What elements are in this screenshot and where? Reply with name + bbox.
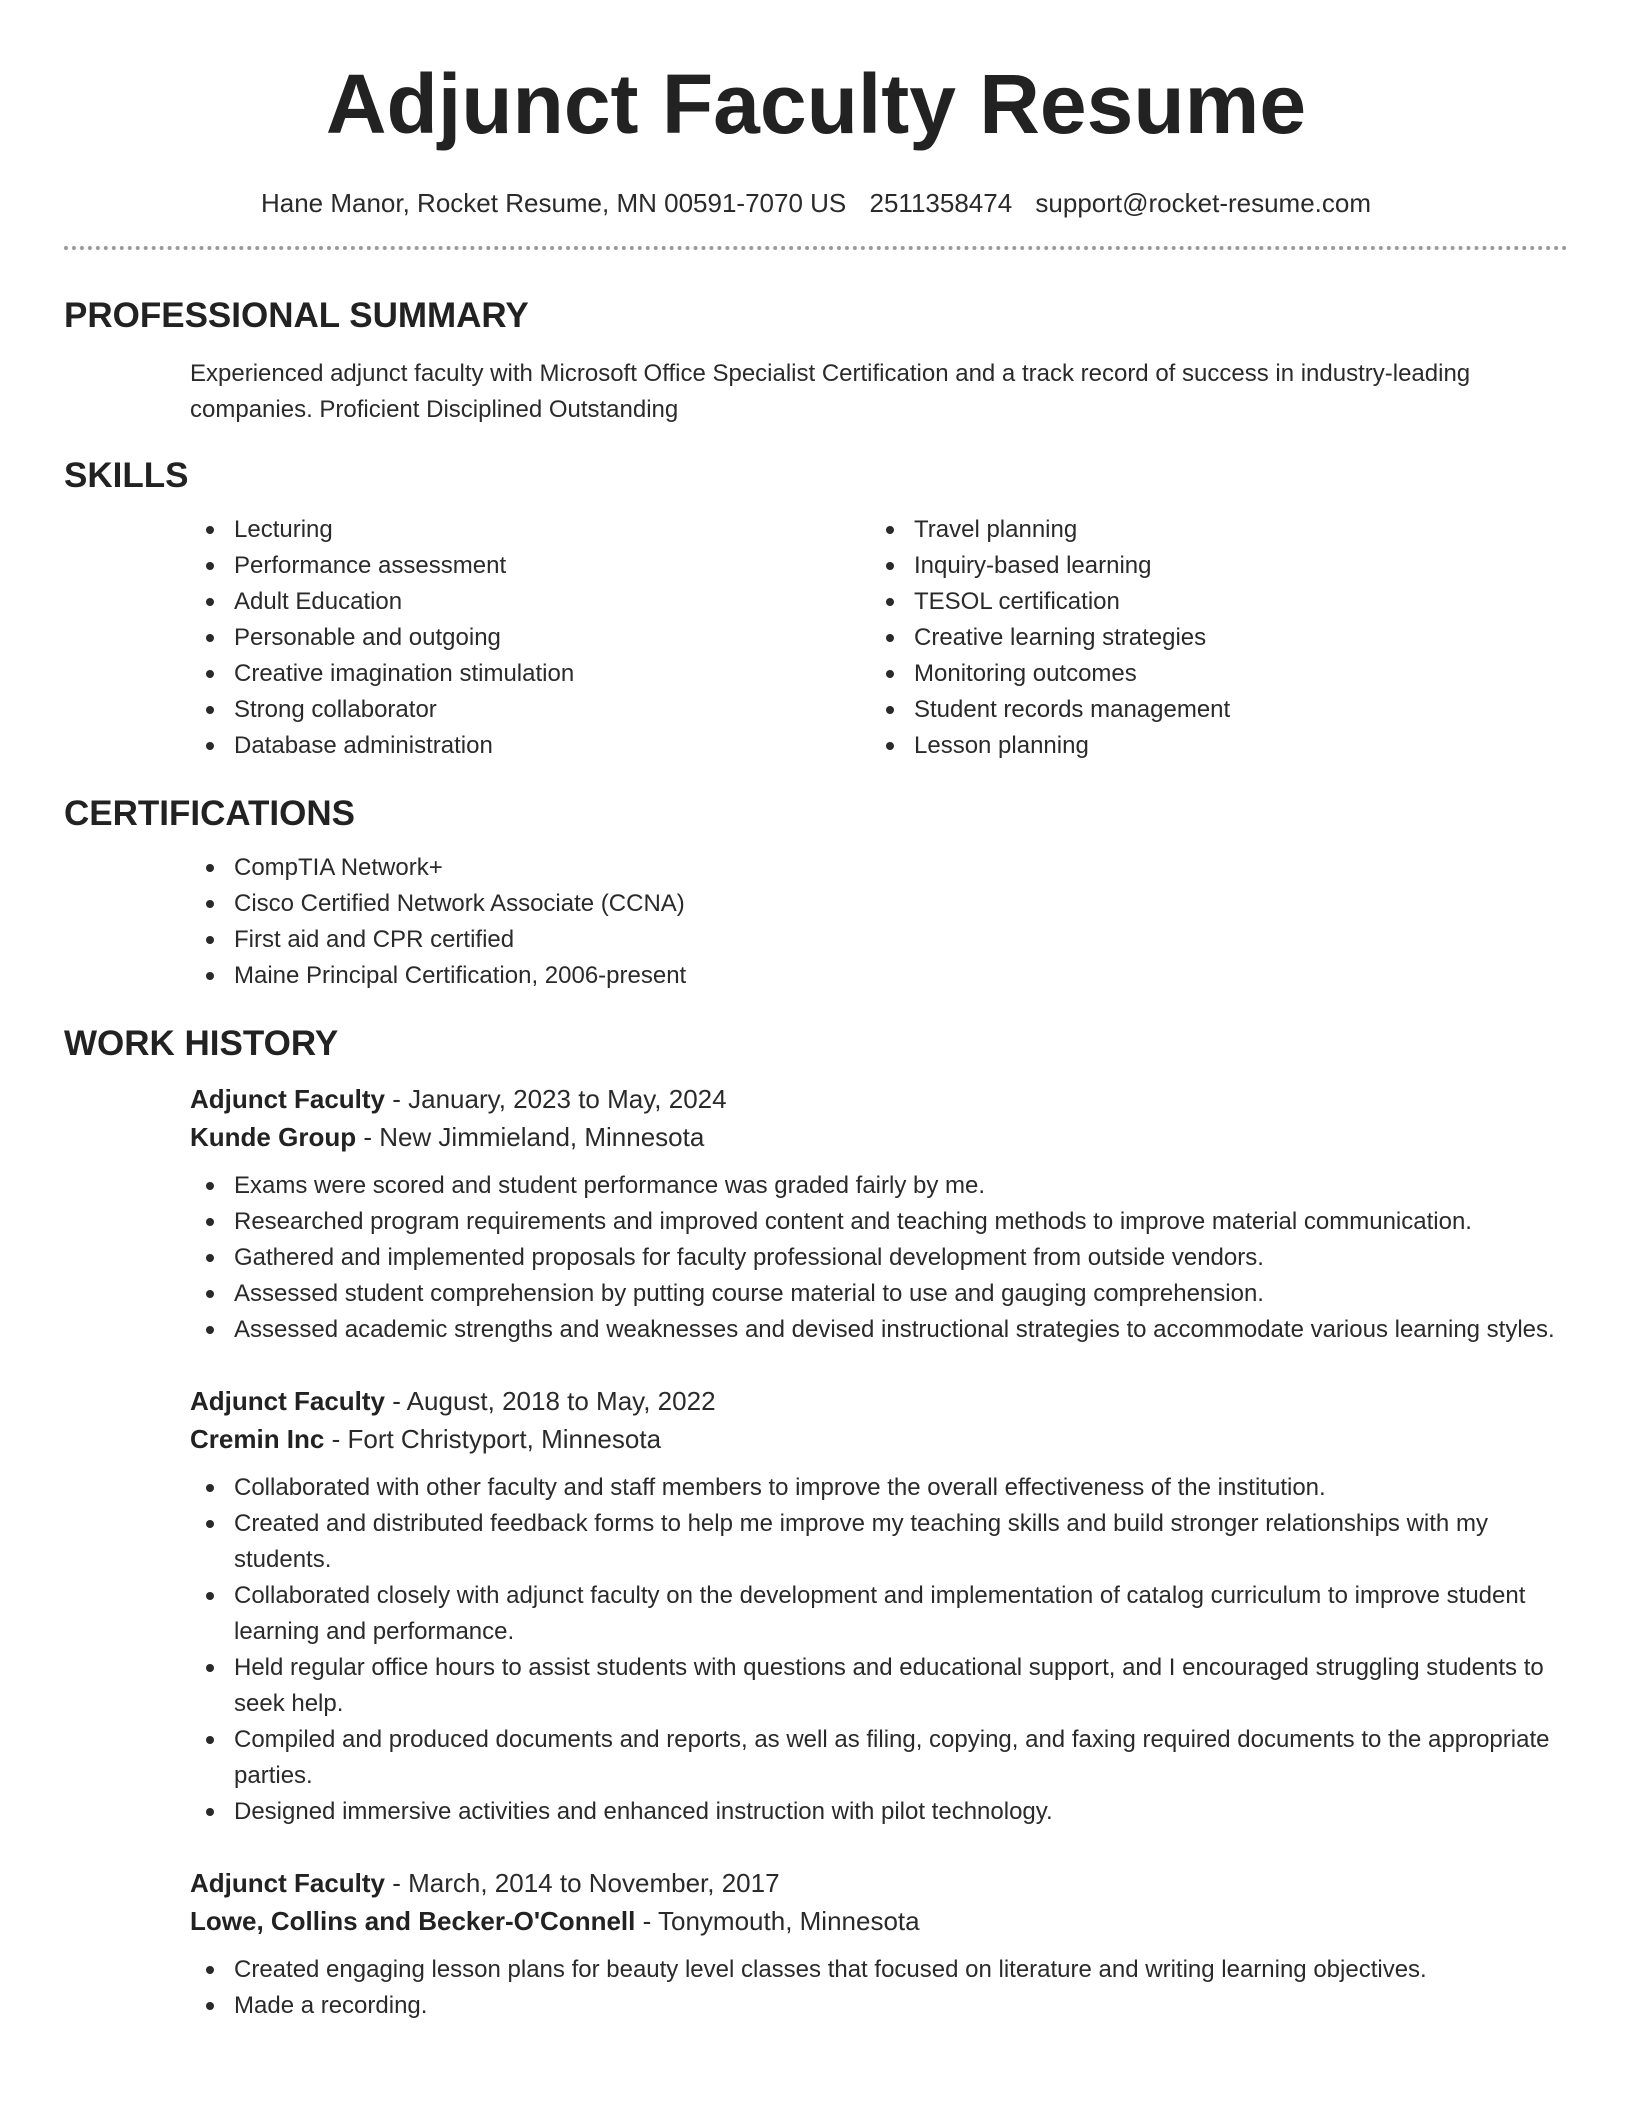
skill-item: Adult Education bbox=[190, 584, 870, 620]
contact-phone: 2511358474 bbox=[869, 188, 1013, 218]
job-title: Adjunct Faculty bbox=[190, 1868, 386, 1898]
skills-list bbox=[190, 512, 1568, 764]
job-duty-item: Gathered and implemented proposals for faculty professional development from outside vendors. bbox=[190, 1240, 1568, 1276]
skill-item: Lesson planning bbox=[870, 728, 1550, 764]
contact-line bbox=[64, 186, 1568, 220]
job-duty-item: Researched program requirements and improved content and teaching methods to improve material communication. bbox=[190, 1204, 1568, 1240]
certifications-heading: CERTIFICATIONS bbox=[64, 794, 356, 833]
job-company: Kunde Group bbox=[190, 1122, 357, 1152]
summary-text: Experienced adjunct faculty with Microsoft Office Specialist Certification and a track record of success in industry-leading companies. Proficient Disciplined Outstanding bbox=[190, 360, 1471, 423]
job-duty-item: Assessed student comprehension by putting course material to use and gauging comprehension. bbox=[190, 1276, 1568, 1312]
skill-item: Personable and outgoing bbox=[190, 620, 870, 656]
certification-item: Maine Principal Certification, 2006-present bbox=[190, 958, 1568, 994]
job-entry bbox=[190, 1382, 1568, 1830]
job-duty-item: Made a recording. bbox=[190, 1988, 1568, 2024]
job-dates: - January, 2023 to May, 2024 bbox=[385, 1084, 727, 1114]
skill-item: Creative learning strategies bbox=[870, 620, 1550, 656]
job-location: - Tonymouth, Minnesota bbox=[635, 1906, 920, 1936]
header-divider bbox=[64, 246, 1568, 250]
job-duties bbox=[190, 1470, 1568, 1830]
job-duty-item: Exams were scored and student performance was graded fairly by me. bbox=[190, 1168, 1568, 1204]
job-duties bbox=[190, 1168, 1568, 1348]
summary-heading: PROFESSIONAL SUMMARY bbox=[64, 296, 529, 335]
contact-address: Hane Manor, Rocket Resume, MN 00591-7070 US bbox=[260, 188, 847, 218]
job-duty-item: Compiled and produced documents and reports, as well as filing, copying, and faxing required documents to the appropriate parties. bbox=[190, 1722, 1568, 1794]
job-duties bbox=[190, 1952, 1568, 2024]
job-company: Lowe, Collins and Becker-O'Connell bbox=[190, 1906, 636, 1936]
skill-item: Creative imagination stimulation bbox=[190, 656, 870, 692]
certification-item: Cisco Certified Network Associate (CCNA) bbox=[190, 886, 1568, 922]
job-company: Cremin Inc bbox=[190, 1424, 325, 1454]
job-duty-item: Designed immersive activities and enhanced instruction with pilot technology. bbox=[190, 1794, 1568, 1830]
skill-item: Inquiry-based learning bbox=[870, 548, 1550, 584]
skill-item: Travel planning bbox=[870, 512, 1550, 548]
job-location: - Fort Christyport, Minnesota bbox=[324, 1424, 662, 1454]
job-title: Adjunct Faculty bbox=[190, 1084, 386, 1114]
certifications-list bbox=[190, 850, 1568, 994]
skills-column-left bbox=[190, 512, 870, 764]
contact-email: support@rocket-resume.com bbox=[1035, 188, 1372, 218]
job-dates: - August, 2018 to May, 2022 bbox=[385, 1386, 716, 1416]
resume-title: Adjunct Faculty Resume bbox=[325, 57, 1307, 151]
job-duty-item: Collaborated with other faculty and staff members to improve the overall effectiveness of the institution. bbox=[190, 1470, 1568, 1506]
skill-item: Monitoring outcomes bbox=[870, 656, 1550, 692]
job-duty-item: Created and distributed feedback forms to help me improve my teaching skills and build stronger relationships with my students. bbox=[190, 1506, 1568, 1578]
job-duty-item: Created engaging lesson plans for beauty level classes that focused on literature and writing learning objectives. bbox=[190, 1952, 1568, 1988]
job-dates: - March, 2014 to November, 2017 bbox=[385, 1868, 780, 1898]
skill-item: Database administration bbox=[190, 728, 870, 764]
job-company-line bbox=[190, 1118, 1568, 1156]
skills-column-right bbox=[870, 512, 1550, 764]
job-duty-item: Assessed academic strengths and weaknesses and devised instructional strategies to accommodate various learning styles. bbox=[190, 1312, 1568, 1348]
skill-item: Strong collaborator bbox=[190, 692, 870, 728]
job-duty-item: Held regular office hours to assist students with questions and educational support, and I encouraged struggling students to seek help. bbox=[190, 1650, 1568, 1722]
job-title-line bbox=[190, 1864, 1568, 1902]
skills-heading: SKILLS bbox=[64, 456, 189, 495]
certification-item: CompTIA Network+ bbox=[190, 850, 1568, 886]
certification-item: First aid and CPR certified bbox=[190, 922, 1568, 958]
job-duty-item: Collaborated closely with adjunct faculty on the development and implementation of catalog curriculum to improve student learning and performance. bbox=[190, 1578, 1568, 1650]
job-title: Adjunct Faculty bbox=[190, 1386, 386, 1416]
skill-item: TESOL certification bbox=[870, 584, 1550, 620]
job-entry bbox=[190, 1864, 1568, 2024]
skill-item: Performance assessment bbox=[190, 548, 870, 584]
job-title-line bbox=[190, 1080, 1568, 1118]
job-company-line bbox=[190, 1420, 1568, 1458]
job-entry bbox=[190, 1080, 1568, 1348]
skill-item: Lecturing bbox=[190, 512, 870, 548]
job-location: - New Jimmieland, Minnesota bbox=[356, 1122, 705, 1152]
work-history-heading: WORK HISTORY bbox=[64, 1024, 339, 1063]
skill-item: Student records management bbox=[870, 692, 1550, 728]
job-company-line bbox=[190, 1902, 1568, 1940]
job-title-line bbox=[190, 1382, 1568, 1420]
